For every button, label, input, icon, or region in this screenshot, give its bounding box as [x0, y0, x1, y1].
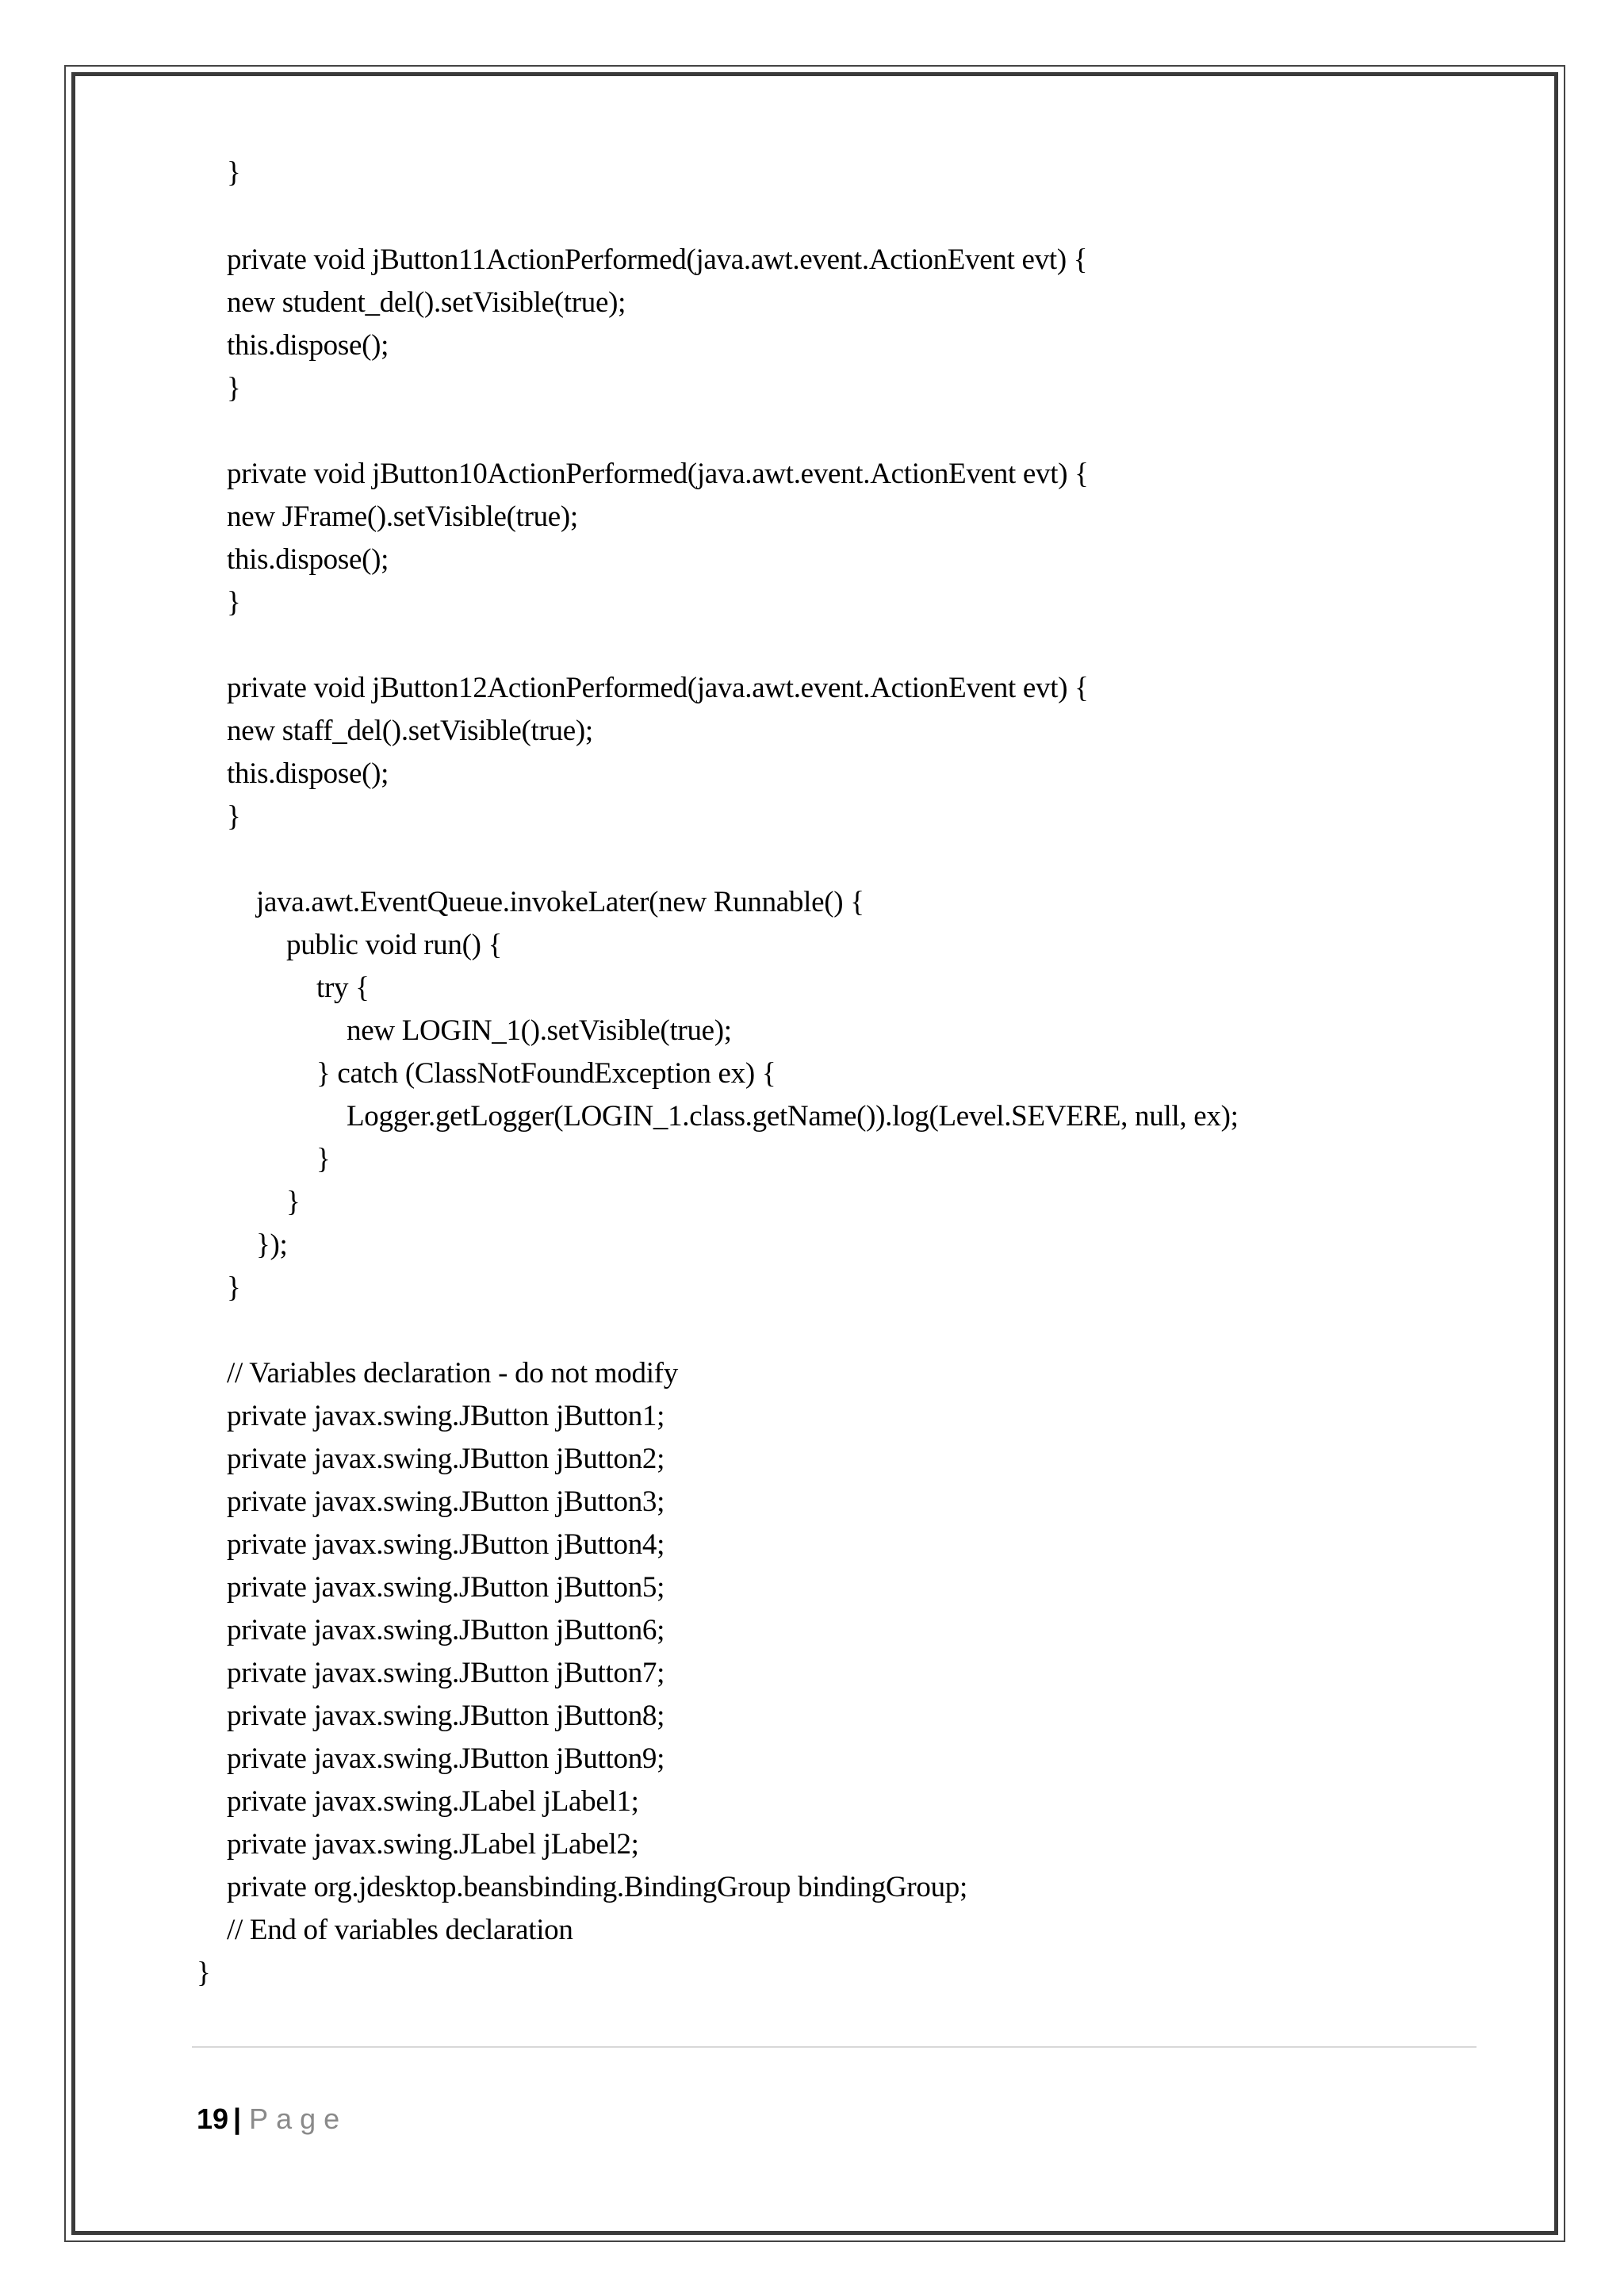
code-line: private javax.swing.JButton jButton2;	[227, 1443, 665, 1475]
code-line: private javax.swing.JLabel jLabel1;	[227, 1785, 639, 1818]
code-line: private void jButton12ActionPerformed(java.awt.event.ActionEvent evt) {	[227, 672, 1089, 704]
code-line: private javax.swing.JButton jButton4;	[227, 1528, 665, 1561]
code-line: private javax.swing.JButton jButton6;	[227, 1614, 665, 1646]
code-line: } catch (ClassNotFoundException ex) {	[316, 1057, 776, 1090]
code-line: private javax.swing.JButton jButton7;	[227, 1657, 665, 1689]
code-line: });	[256, 1228, 288, 1261]
code-line: new student_del().setVisible(true);	[227, 286, 626, 319]
page-label: Page	[249, 2102, 348, 2135]
code-line: private javax.swing.JButton jButton5;	[227, 1571, 665, 1604]
code-line: this.dispose();	[227, 543, 389, 576]
page-separator: |	[233, 2102, 242, 2135]
code-line: private org.jdesktop.beansbinding.BindingGroup bindingGroup;	[227, 1871, 967, 1903]
code-comment: // End of variables declaration	[227, 1914, 573, 1946]
code-line: private javax.swing.JLabel jLabel2;	[227, 1828, 639, 1861]
code-line: }	[286, 1186, 301, 1218]
code-line: }	[316, 1143, 331, 1175]
code-line: private void jButton11ActionPerformed(java.awt.event.ActionEvent evt) {	[227, 243, 1088, 276]
code-line: new LOGIN_1().setVisible(true);	[347, 1014, 732, 1047]
code-line: try {	[316, 972, 370, 1004]
code-line: public void run() {	[286, 929, 503, 961]
code-line: }	[227, 156, 241, 189]
code-line: private void jButton10ActionPerformed(java.awt.event.ActionEvent evt) {	[227, 458, 1089, 490]
code-comment: // Variables declaration - do not modify	[227, 1357, 678, 1389]
code-line: }	[227, 586, 241, 619]
code-line: new JFrame().setVisible(true);	[227, 500, 578, 533]
code-line: new staff_del().setVisible(true);	[227, 715, 593, 747]
footer-divider	[192, 2046, 1477, 2048]
code-line: private javax.swing.JButton jButton9;	[227, 1742, 665, 1775]
page-footer	[197, 2102, 347, 2137]
code-line: java.awt.EventQueue.invokeLater(new Runnable() {	[256, 886, 864, 918]
code-line: this.dispose();	[227, 757, 389, 790]
code-line: Logger.getLogger(LOGIN_1.class.getName()).log(Level.SEVERE, null, ex);	[347, 1100, 1239, 1133]
page-number: 19	[197, 2102, 229, 2135]
code-line: private javax.swing.JButton jButton3;	[227, 1485, 665, 1518]
code-line: }	[227, 372, 241, 404]
code-line: }	[227, 1271, 241, 1304]
code-line: this.dispose();	[227, 329, 389, 362]
page-border-inner	[71, 72, 1558, 2235]
code-line: }	[227, 800, 241, 833]
code-line: }	[197, 1957, 211, 1989]
code-line: private javax.swing.JButton jButton1;	[227, 1400, 665, 1432]
code-line: private javax.swing.JButton jButton8;	[227, 1700, 665, 1732]
